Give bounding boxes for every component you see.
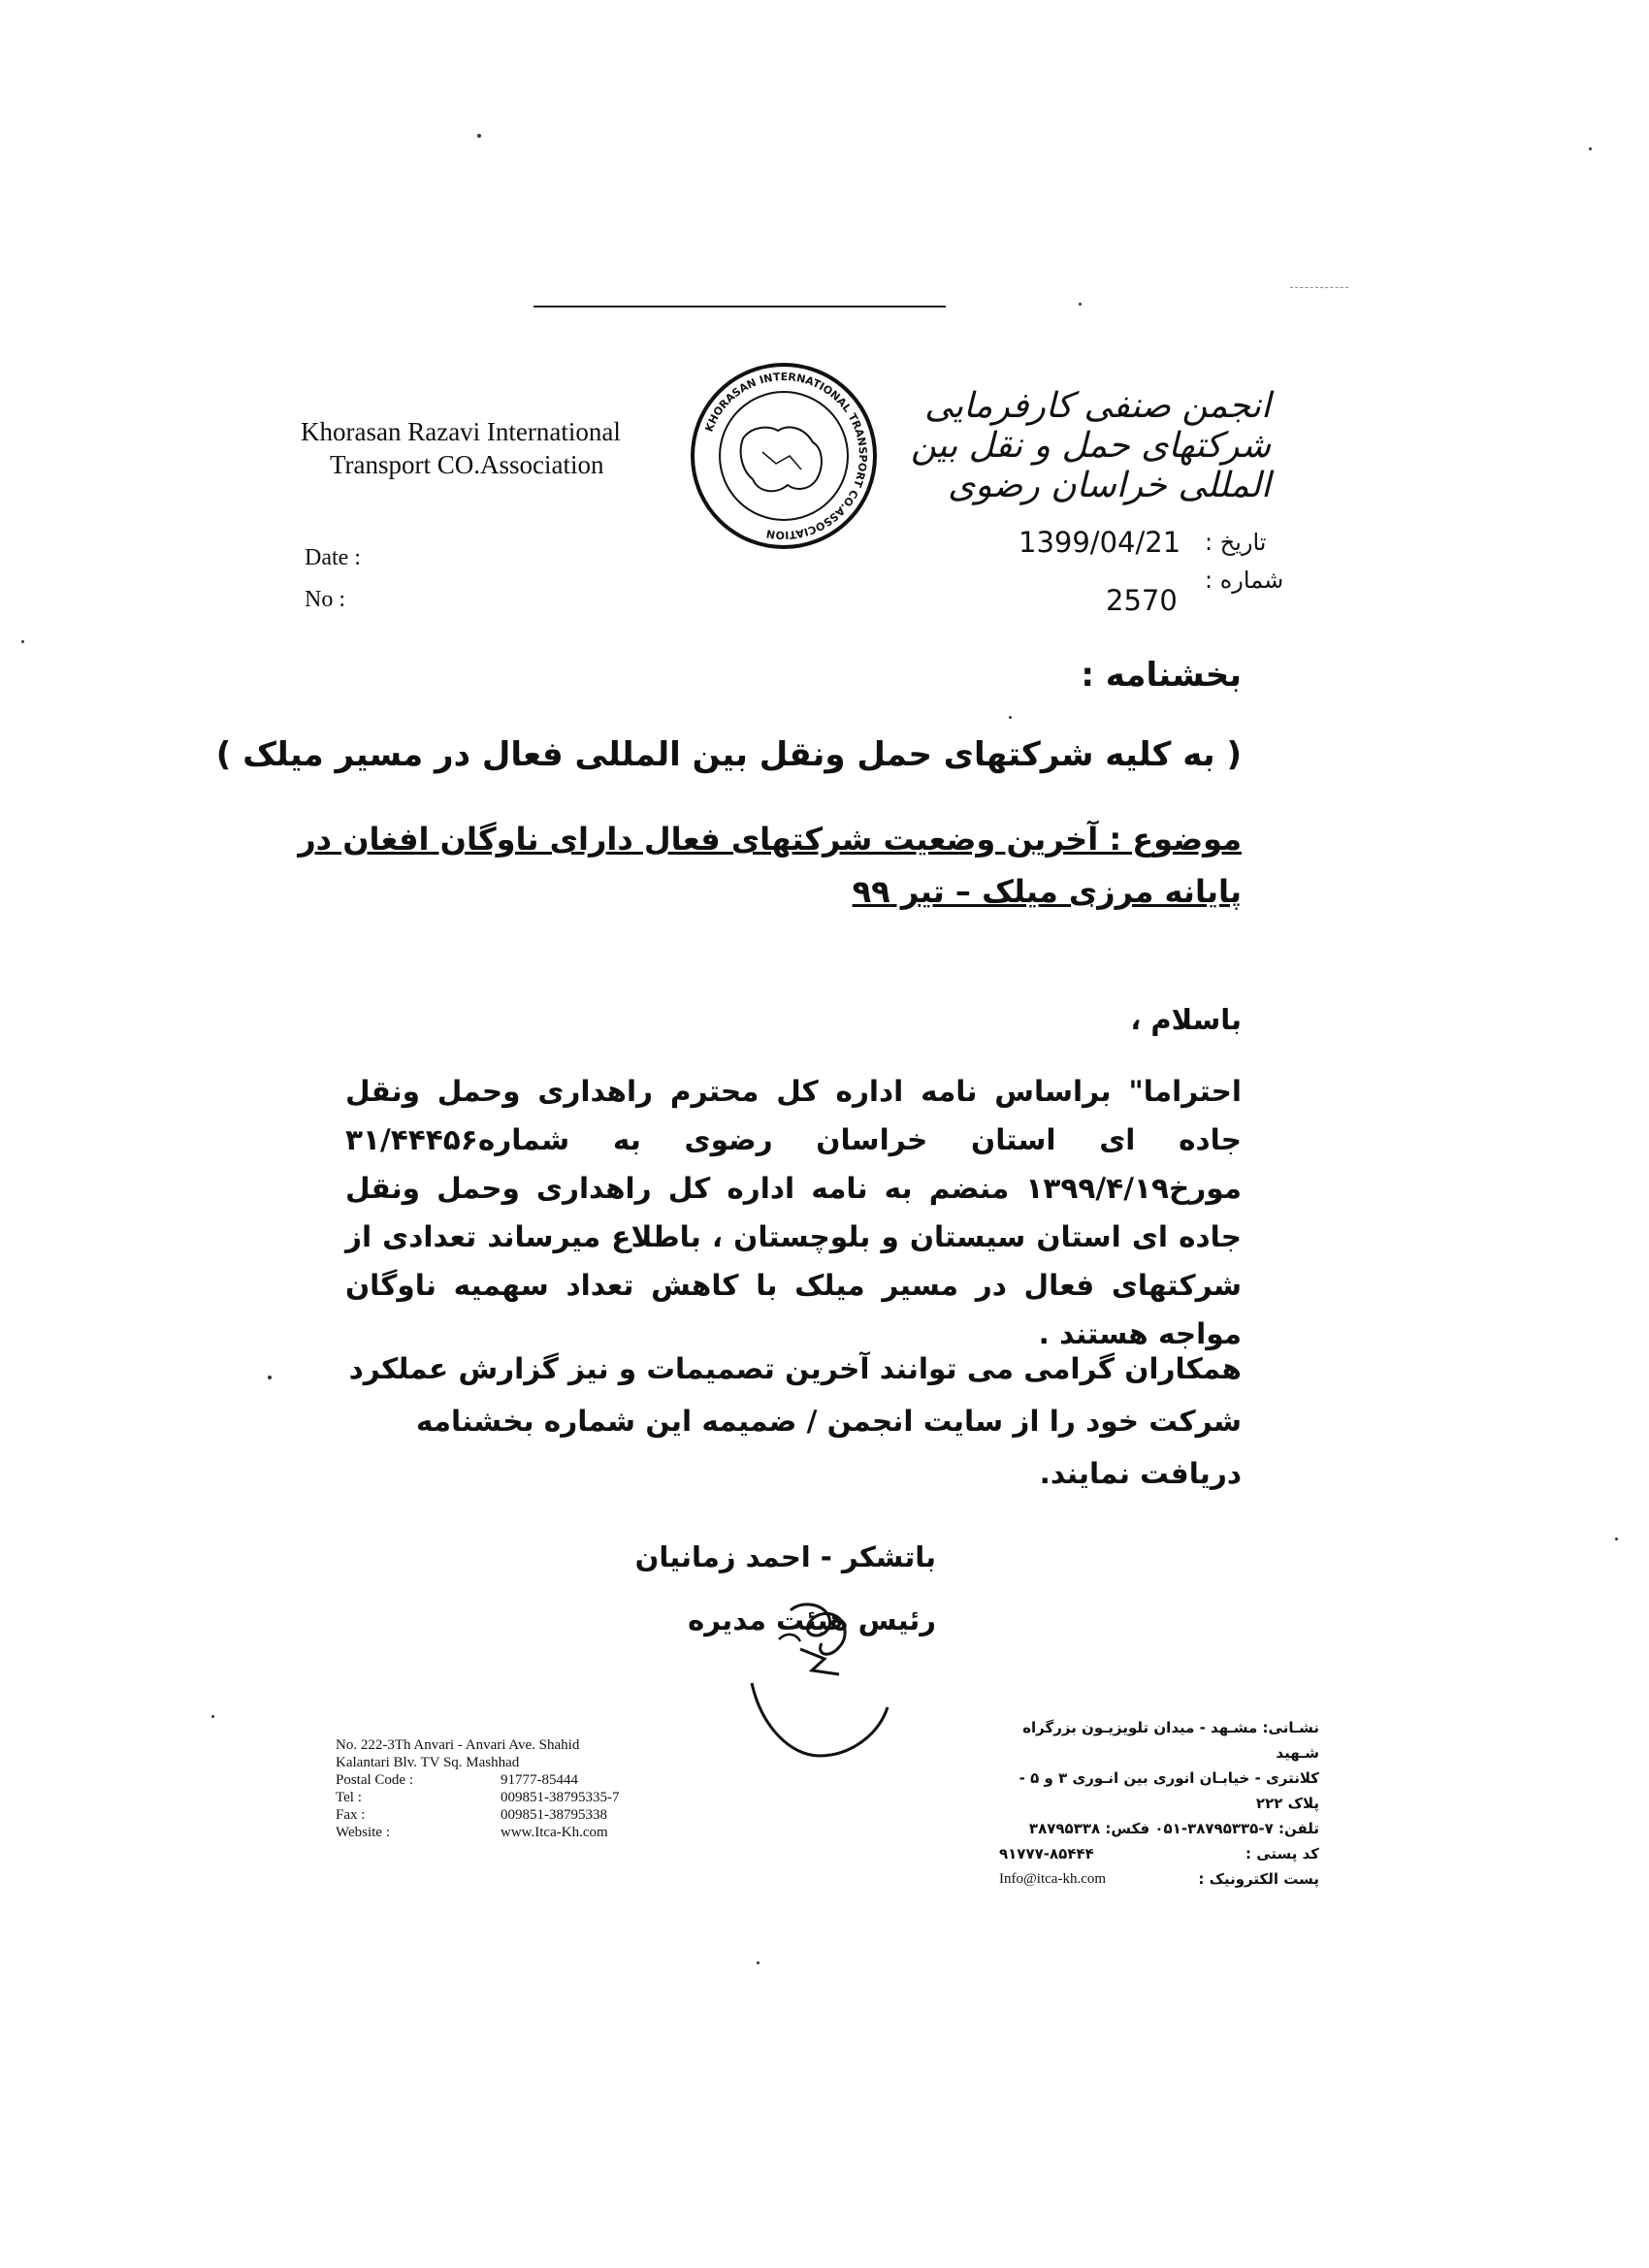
footer-phone-fa: تلفن: ۷-۳۸۷۹۵۳۳۵-۰۵۱ فکس: ۳۸۷۹۵۳۳۸ [1028,1820,1319,1837]
footer-address-fa-line1: نشـانی: مشـهد - میدان تلویزیـون بزرگراه شـهید [1022,1719,1319,1762]
number-label-fa: شماره : [1205,567,1284,594]
signatory-title: رئیس هیئت مدیره [688,1604,936,1636]
recipient-line: ( به کلیه شرکتهای حمل ونقل بین المللی فعال در مسیر میلک ) [215,735,1242,774]
footer-contact-en [336,1736,646,1841]
organization-name-fa: انجمن صنفی کارفرمایی شرکتهای حمل و نقل بین المللی خراسان رضوی [910,386,1271,505]
fax-label: Fax : [336,1807,366,1823]
footer-address-en-line1: No. 222-3Th Anvari - Anvari Ave. Shahid [336,1737,580,1753]
organization-name-en [301,415,621,481]
website-label: Website : [336,1825,390,1840]
postal-code-value: 91777-85444 [501,1772,578,1788]
signatory-name: باتشکر - احمد زمانیان [634,1540,936,1573]
scan-speck [757,1961,760,1964]
postal-code-label-fa: کد پستی : [1245,1845,1319,1863]
greeting: باسلام ، [1130,1003,1242,1036]
association-seal [687,359,881,553]
number-label-en: No : [305,587,345,612]
scan-speck [211,1715,214,1718]
footer-postal-row-fa [999,1841,1319,1866]
circular-title: بخشنامه : [1081,656,1242,695]
scan-speck [1009,716,1012,719]
footer-address-fa-line2: کلانتری - خیابـان انوری بین انـوری ۳ و ۵ - پلاک ۲۲۲ [1018,1769,1319,1812]
scan-speck [21,640,24,643]
date-label-en: Date : [305,545,361,570]
scan-speck [477,134,481,138]
footer-email-row-fa [999,1866,1319,1892]
scan-speck [268,1376,272,1379]
scan-line [1290,287,1348,288]
subject-line: موضوع : آخرین وضعیت شرکتهای فعال دارای ناوگان افغان در پایانه مرزی میلک – تیر ۹۹ [298,821,1242,910]
postal-code-label: Postal Code : [336,1772,414,1788]
svg-text:KHORASAN INTERNATIONAL TRANSPO: KHORASAN INTERNATIONAL TRANSPORT CO.ASSOCIATION [702,370,870,542]
number-value: 2570 [1106,584,1178,617]
email-label-fa: پست الکترونیک : [1198,1870,1319,1888]
scan-line [534,306,946,308]
scan-speck [1079,303,1082,306]
body-paragraph-1: احتراما" براساس نامه اداره کل محترم راهداری وحمل ونقل جاده ای استان خراسان رضوی به شماره۳۱/۴۴۴۵۶ مورخ۱۳۹۹/۴/۱۹ منضم به نامه اداره کل راهداری وحمل ونقل جاده ای استان سیستان و بلوچستان ، باطلاع میرساند تعدادی از شرکتهای فعال در مسیر میلک با کاهش تعداد سهمیه ناوگان مواجه هستند . [345,1075,1242,1350]
date-label-fa: تاریخ : [1205,529,1267,556]
fax-value: 009851-38795338 [501,1807,607,1823]
website-value: www.Itca-Kh.com [501,1825,608,1840]
organization-name-en-line1: Khorasan Razavi International [301,417,621,446]
scan-speck [1615,1538,1618,1540]
handwritten-signature [732,1591,907,1785]
date-value: 1399/04/21 [1018,526,1181,559]
tel-value: 009851-38795335-7 [501,1790,620,1805]
footer-address-en-line2: Kalantari Blv. TV Sq. Mashhad [336,1755,520,1770]
tel-label: Tel : [336,1790,362,1805]
postal-code-value-fa: ۹۱۷۷۷-۸۵۴۴۴ [999,1845,1094,1863]
email-value: Info@itca-kh.com [999,1871,1107,1887]
scan-speck [1589,147,1592,150]
organization-name-en-line2: Transport CO.Association [330,450,604,479]
footer-contact-fa [999,1715,1319,1892]
body-paragraph-2: همکاران گرامی می توانند آخرین تصمیمات و نیز گزارش عملکرد شرکت خود را از سایت انجمن / ضمیمه این شماره بخشنامه دریافت نمایند. [348,1352,1242,1490]
footer-contact-table [336,1771,620,1841]
